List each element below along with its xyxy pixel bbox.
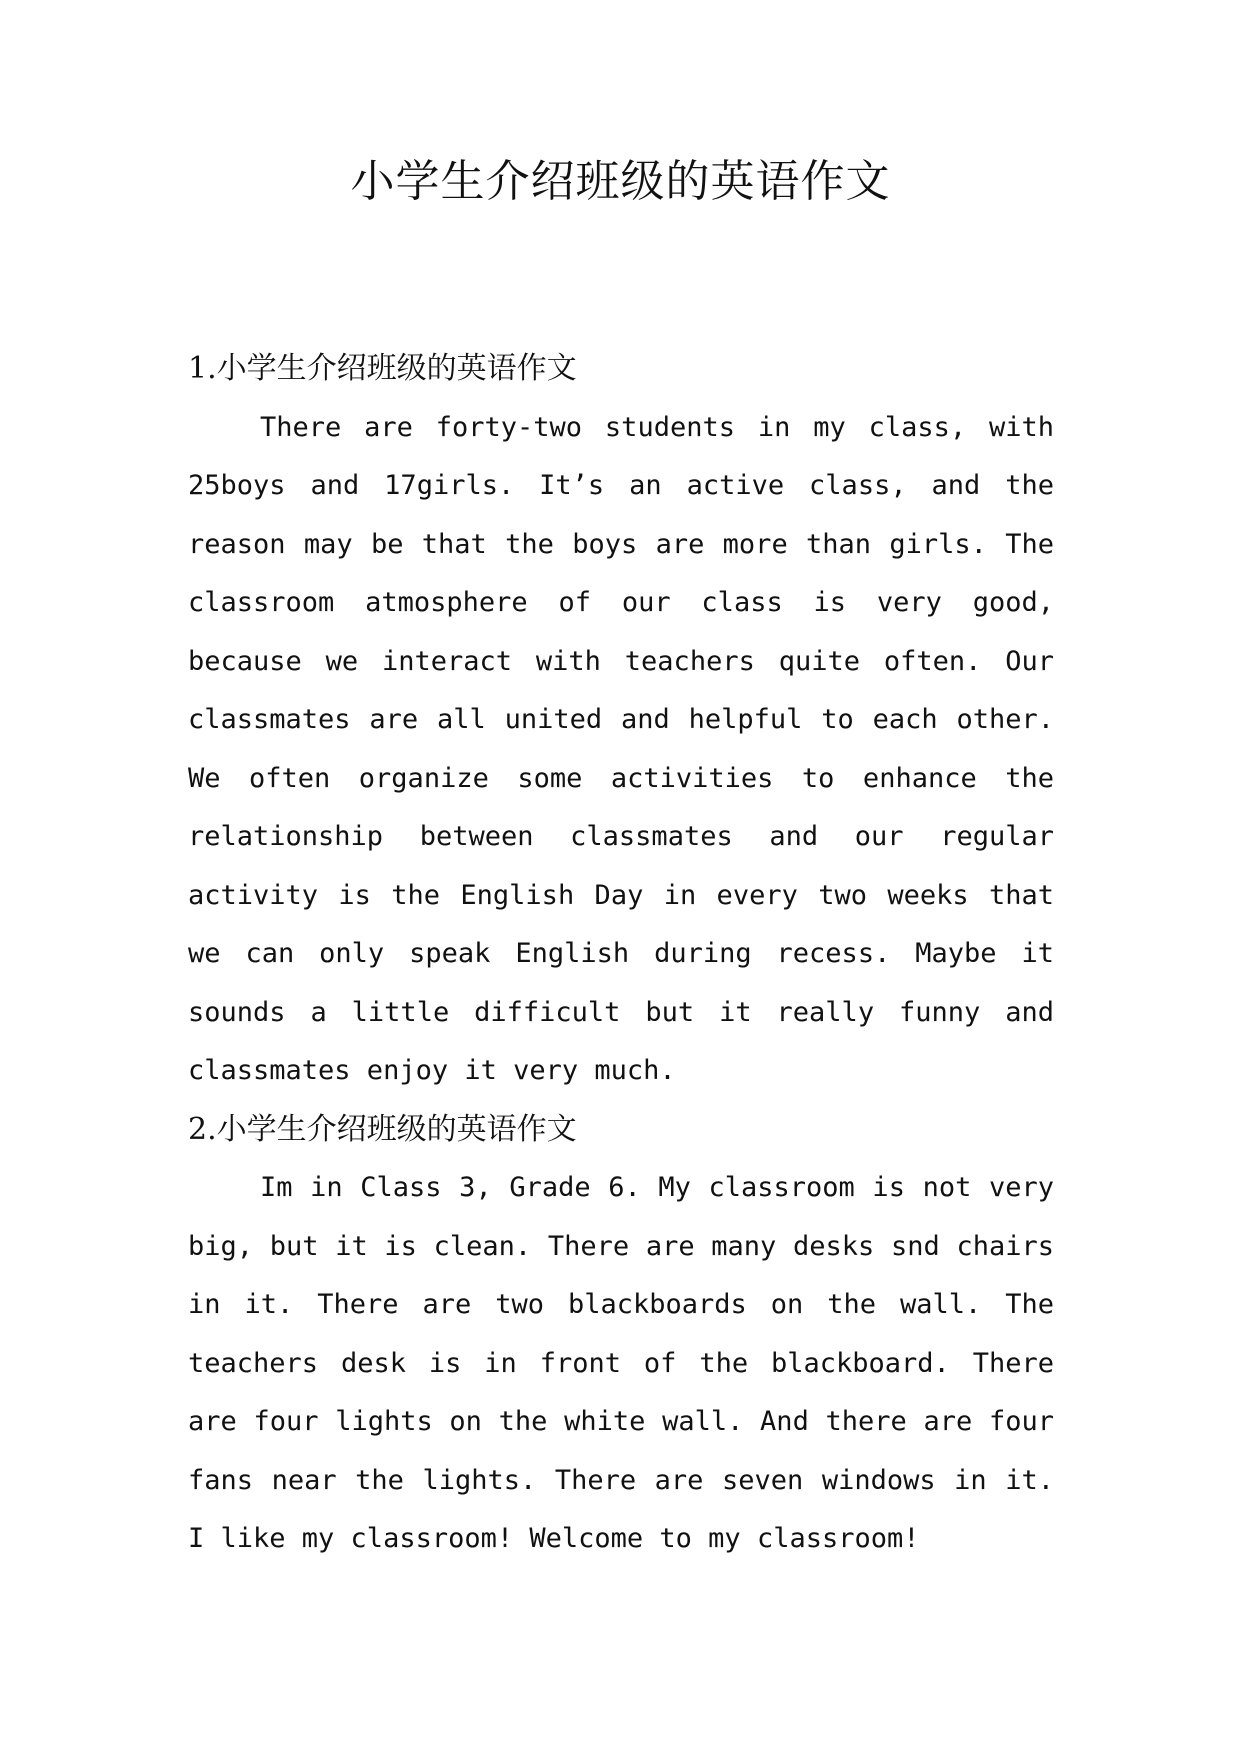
document-title: 小学生介绍班级的英语作文 [350,156,891,207]
essay-paragraph-2: Im in Class 3, Grade 6. My classroom is not very big, but it is clean. There are many desks snd chairs in it. There are two blackboards on the wall. The teachers desk is in front of the blackboard. There are four lights on the white wall. And there are four fans near the lights. There are seven windows in it. I like my classroom! Welcome to my classroom! [188,1172,1054,1554]
section-heading-1: 1.小学生介绍班级的英语作文 [188,351,577,386]
document-body [188,340,1054,1569]
essay-paragraph-1: There are forty-two students in my class, with 25boys and 17girls. It’s an active class, and the reason may be that the boys are more than girls. The classroom atmosphere of our class is very good, because we interact with teachers quite often. Our classmates are all united and helpful to each other. We often organize some activities to enhance the relationship between classmates and our regular activity is the English Day in every two weeks that we can only speak English during recess. Maybe it sounds a little difficult but it really funny and classmates enjoy it very much. [188,411,1054,1086]
section-heading-2: 2.小学生介绍班级的英语作文 [188,1111,577,1147]
